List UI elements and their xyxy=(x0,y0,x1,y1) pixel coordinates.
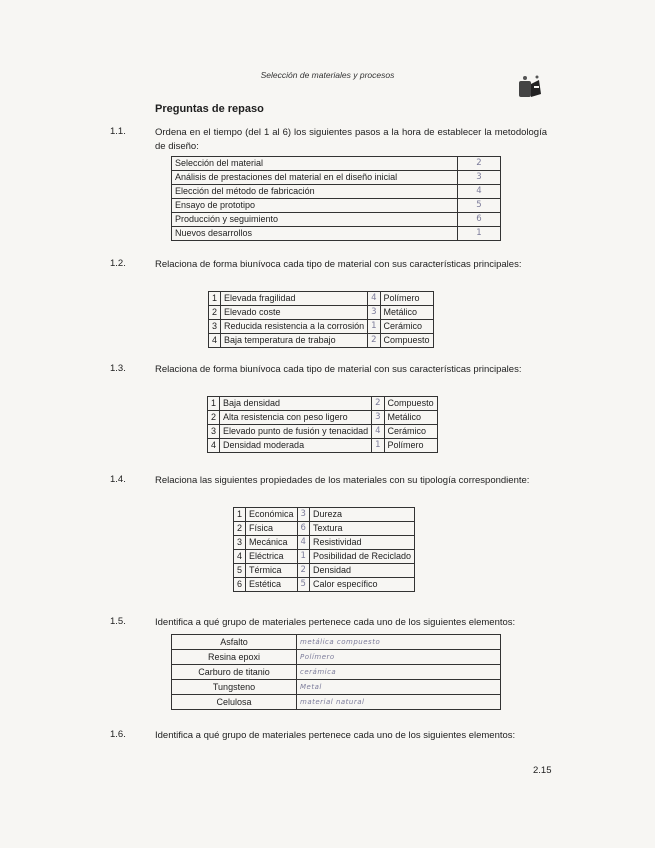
handwritten-answer: metálica compuesto xyxy=(297,635,501,650)
property-label: Textura xyxy=(309,522,414,536)
row-number: 1 xyxy=(234,508,246,522)
question-text: Relaciona de forma biunívoca cada tipo de material con sus características principales: xyxy=(155,364,522,375)
row-number: 4 xyxy=(234,550,246,564)
step-label: Análisis de prestaciones del material en el diseño inicial xyxy=(172,171,458,185)
table-row xyxy=(208,397,438,411)
material-label: Polímero xyxy=(380,292,433,306)
table-row xyxy=(172,695,501,710)
handwritten-answer: 1 xyxy=(372,439,384,453)
page-number: 2.15 xyxy=(533,765,552,776)
question-text: Relaciona las siguientes propiedades de los materiales con su tipología correspondiente: xyxy=(155,475,530,486)
material-label: Cerámico xyxy=(384,425,437,439)
handwritten-answer: 6 xyxy=(458,213,501,227)
table-row xyxy=(234,550,415,564)
table-row xyxy=(208,411,438,425)
table-row xyxy=(172,185,501,199)
handwritten-answer: 1 xyxy=(368,320,380,334)
question-text: Ordena en el tiempo (del 1 al 6) los siguientes pasos a la hora de establecer la metodología de diseño: xyxy=(155,127,547,152)
table-row xyxy=(172,665,501,680)
handwritten-answer: 2 xyxy=(368,334,380,348)
row-number: 5 xyxy=(234,564,246,578)
table-row xyxy=(234,508,415,522)
table-row xyxy=(208,425,438,439)
question-number: 1.4. xyxy=(110,474,126,485)
row-number: 6 xyxy=(234,578,246,592)
properties-table xyxy=(233,507,415,592)
question-number: 1.1. xyxy=(110,126,126,137)
handwritten-answer: Polímero xyxy=(297,650,501,665)
row-number: 1 xyxy=(209,292,221,306)
characteristic-label: Elevada fragilidad xyxy=(221,292,368,306)
typology-label: Física xyxy=(246,522,298,536)
row-number: 1 xyxy=(208,397,220,411)
property-label: Resistividad xyxy=(309,536,414,550)
handwritten-answer: 1 xyxy=(297,550,309,564)
question-number: 1.2. xyxy=(110,258,126,269)
characteristic-label: Baja temperatura de trabajo xyxy=(221,334,368,348)
table-row xyxy=(209,306,434,320)
property-label: Calor específico xyxy=(309,578,414,592)
table-row xyxy=(209,320,434,334)
table-row xyxy=(172,157,501,171)
handwritten-answer: cerámica xyxy=(297,665,501,680)
question-number: 1.6. xyxy=(110,729,126,740)
table-row xyxy=(172,650,501,665)
property-label: Densidad xyxy=(309,564,414,578)
step-label: Ensayo de prototipo xyxy=(172,199,458,213)
table-row xyxy=(209,334,434,348)
characteristic-label: Elevado coste xyxy=(221,306,368,320)
publisher-logo-icon xyxy=(515,72,545,102)
element-label: Celulosa xyxy=(172,695,297,710)
handwritten-answer: 3 xyxy=(458,171,501,185)
property-label: Posibilidad de Reciclado xyxy=(309,550,414,564)
handwritten-answer: Metal xyxy=(297,680,501,695)
table-row xyxy=(172,680,501,695)
element-label: Asfalto xyxy=(172,635,297,650)
handwritten-answer: 5 xyxy=(297,578,309,592)
table-row xyxy=(208,439,438,453)
typology-label: Estética xyxy=(246,578,298,592)
handwritten-answer: 3 xyxy=(297,508,309,522)
ordering-table xyxy=(171,156,501,241)
table-row xyxy=(172,171,501,185)
handwritten-answer: 4 xyxy=(372,425,384,439)
step-label: Elección del método de fabricación xyxy=(172,185,458,199)
handwritten-answer: 2 xyxy=(372,397,384,411)
table-row xyxy=(172,213,501,227)
row-number: 2 xyxy=(208,411,220,425)
question-number: 1.3. xyxy=(110,363,126,374)
matching-table xyxy=(208,291,434,348)
table-row xyxy=(234,564,415,578)
element-label: Tungsteno xyxy=(172,680,297,695)
characteristic-label: Baja densidad xyxy=(220,397,372,411)
question-text: Relaciona de forma biunívoca cada tipo de material con sus características principales: xyxy=(155,259,522,270)
handwritten-answer: 6 xyxy=(297,522,309,536)
section-title: Preguntas de repaso xyxy=(155,103,264,115)
table-row xyxy=(234,578,415,592)
material-label: Metálico xyxy=(384,411,437,425)
handwritten-answer: 4 xyxy=(297,536,309,550)
handwritten-answer: 2 xyxy=(458,157,501,171)
table-row xyxy=(172,199,501,213)
table-row xyxy=(172,635,501,650)
row-number: 4 xyxy=(208,439,220,453)
row-number: 2 xyxy=(234,522,246,536)
material-label: Compuesto xyxy=(380,334,433,348)
typology-label: Mecánica xyxy=(246,536,298,550)
row-number: 3 xyxy=(209,320,221,334)
row-number: 2 xyxy=(209,306,221,320)
material-label: Cerámico xyxy=(380,320,433,334)
material-label: Compuesto xyxy=(384,397,437,411)
property-label: Dureza xyxy=(309,508,414,522)
characteristic-label: Reducida resistencia a la corrosión xyxy=(221,320,368,334)
handwritten-answer: 2 xyxy=(297,564,309,578)
typology-label: Térmica xyxy=(246,564,298,578)
typology-label: Económica xyxy=(246,508,298,522)
characteristic-label: Elevado punto de fusión y tenacidad xyxy=(220,425,372,439)
material-label: Metálico xyxy=(380,306,433,320)
handwritten-answer: material natural xyxy=(297,695,501,710)
typology-label: Eléctrica xyxy=(246,550,298,564)
handwritten-answer: 1 xyxy=(458,227,501,241)
row-number: 3 xyxy=(234,536,246,550)
matching-table xyxy=(207,396,438,453)
table-row xyxy=(172,227,501,241)
step-label: Selección del material xyxy=(172,157,458,171)
identification-table xyxy=(171,634,501,710)
element-label: Resina epoxi xyxy=(172,650,297,665)
row-number: 4 xyxy=(209,334,221,348)
question-number: 1.5. xyxy=(110,616,126,627)
table-row xyxy=(234,522,415,536)
row-number: 3 xyxy=(208,425,220,439)
running-header: Selección de materiales y procesos xyxy=(260,70,395,80)
question-text: Identifica a qué grupo de materiales pertenece cada uno de los siguientes elementos: xyxy=(155,617,516,628)
step-label: Producción y seguimiento xyxy=(172,213,458,227)
handwritten-answer: 5 xyxy=(458,199,501,213)
material-label: Polímero xyxy=(384,439,437,453)
element-label: Carburo de titanio xyxy=(172,665,297,680)
handwritten-answer: 4 xyxy=(368,292,380,306)
handwritten-answer: 3 xyxy=(372,411,384,425)
handwritten-answer: 3 xyxy=(368,306,380,320)
table-row xyxy=(209,292,434,306)
step-label: Nuevos desarrollos xyxy=(172,227,458,241)
characteristic-label: Densidad moderada xyxy=(220,439,372,453)
table-row xyxy=(234,536,415,550)
handwritten-answer: 4 xyxy=(458,185,501,199)
characteristic-label: Alta resistencia con peso ligero xyxy=(220,411,372,425)
question-text: Identifica a qué grupo de materiales pertenece cada uno de los siguientes elementos: xyxy=(155,730,516,741)
